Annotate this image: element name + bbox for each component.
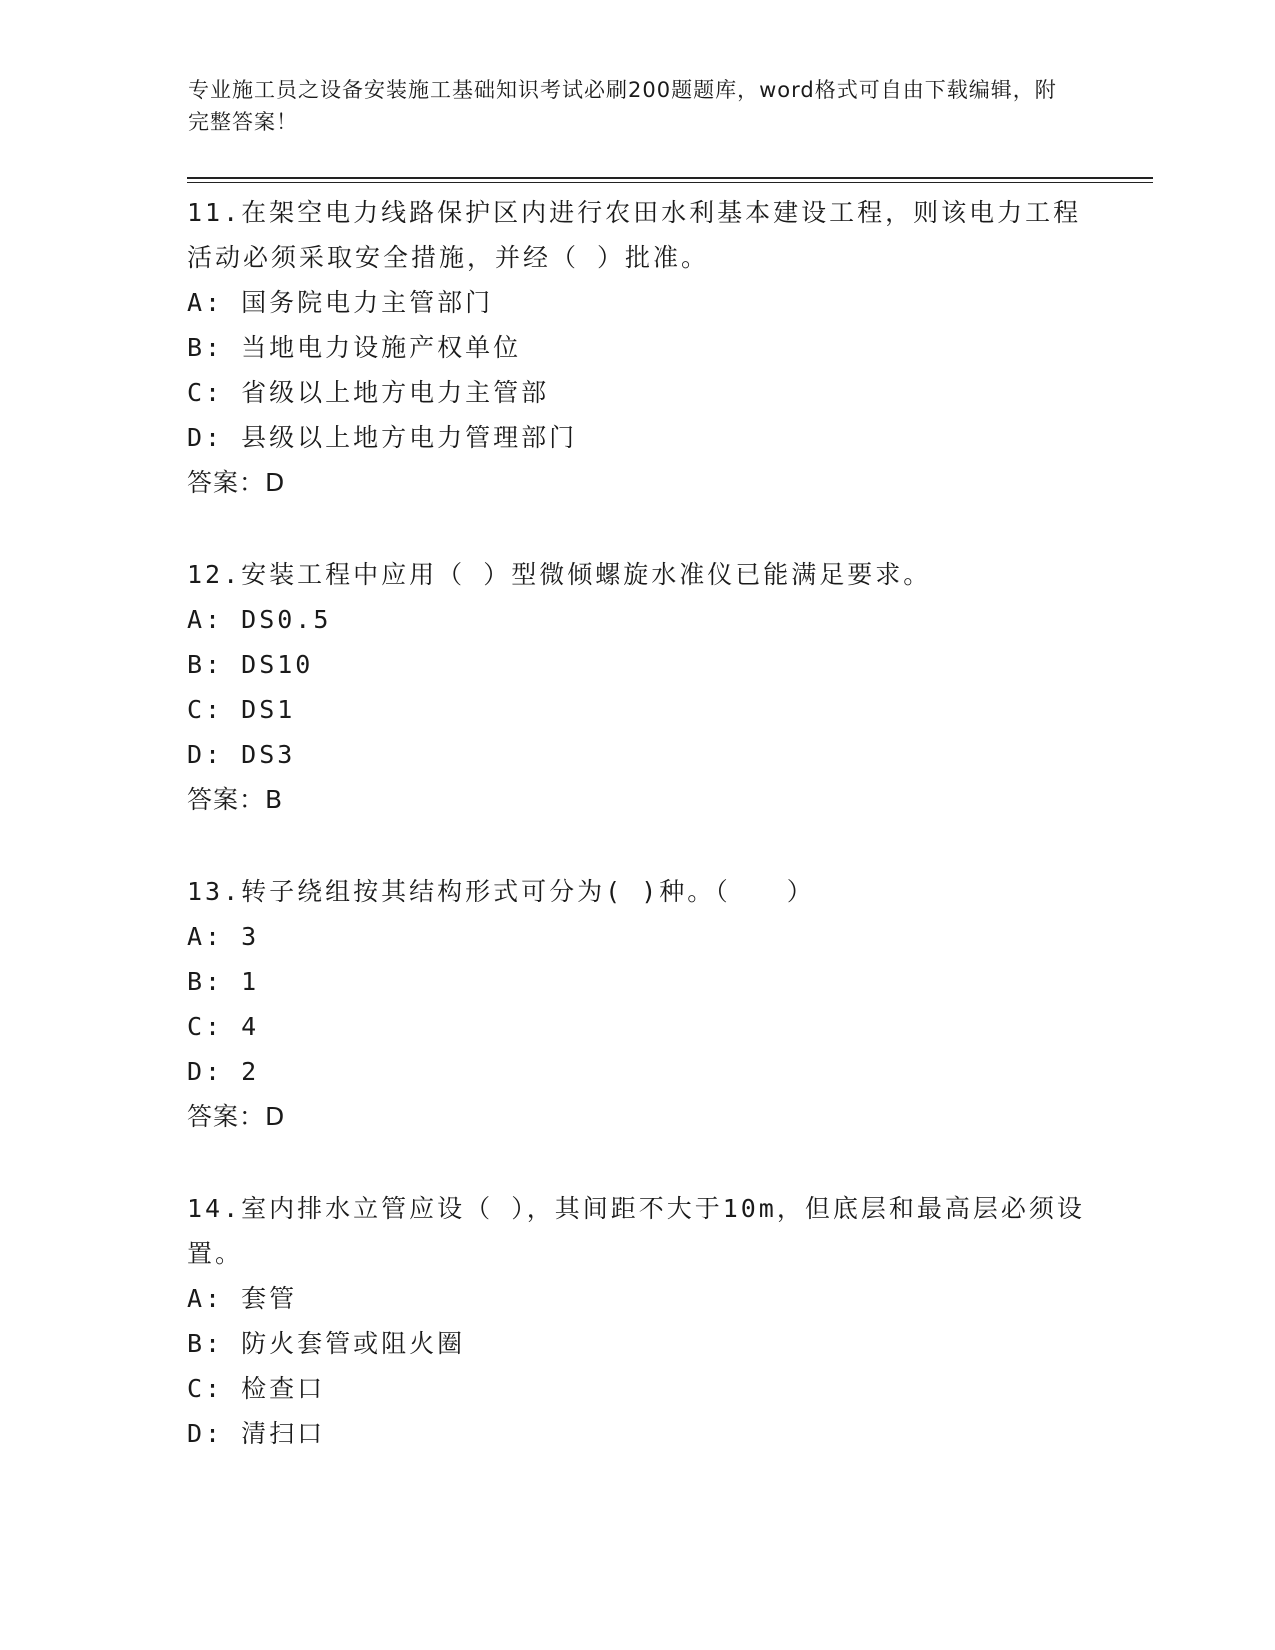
- header-divider-thin: [187, 182, 1153, 183]
- answer-line: 答案：D: [187, 1102, 286, 1131]
- answer-line: 答案：B: [187, 785, 284, 814]
- question-stem: 12.安装工程中应用（ ）型微倾螺旋水准仪已能满足要求。: [187, 560, 932, 589]
- option-d: D: 2: [187, 1057, 260, 1086]
- option-c: C: DS1: [187, 695, 296, 724]
- option-b: B: 当地电力设施产权单位: [187, 333, 522, 362]
- question-stem: 11.在架空电力线路保护区内进行农田水利基本建设工程，则该电力工程活动必须采取安全措施，并经（ ）批准。: [187, 198, 1082, 272]
- question-14: [187, 1186, 1087, 1456]
- option-d: D: DS3: [187, 740, 296, 769]
- option-b: B: DS10: [187, 650, 314, 679]
- question-12: [187, 552, 1087, 822]
- question-11: [187, 190, 1087, 505]
- option-b: B: 1: [187, 967, 260, 996]
- option-a: A: 套管: [187, 1284, 298, 1313]
- question-13: [187, 869, 1087, 1139]
- header-divider-thick: [187, 177, 1153, 179]
- question-stem: 13.转子绕组按其结构形式可分为( )种。（ ）: [187, 877, 815, 906]
- option-a: A: DS0.5: [187, 605, 332, 634]
- question-list: [187, 190, 1087, 1503]
- option-d: D: 清扫口: [187, 1419, 326, 1448]
- option-a: A: 3: [187, 922, 260, 951]
- option-d: D: 县级以上地方电力管理部门: [187, 423, 578, 452]
- option-a: A: 国务院电力主管部门: [187, 288, 494, 317]
- answer-line: 答案：D: [187, 468, 286, 497]
- option-c: C: 省级以上地方电力主管部: [187, 378, 550, 407]
- question-stem: 14.室内排水立管应设（ ），其间距不大于10m，但底层和最高层必须设置。: [187, 1194, 1085, 1268]
- option-c: C: 4: [187, 1012, 260, 1041]
- option-b: B: 防火套管或阻火圈: [187, 1329, 466, 1358]
- option-c: C: 检查口: [187, 1374, 326, 1403]
- document-header: 专业施工员之设备安装施工基础知识考试必刷200题题库，word格式可自由下载编辑，附完整答案！: [188, 78, 1057, 134]
